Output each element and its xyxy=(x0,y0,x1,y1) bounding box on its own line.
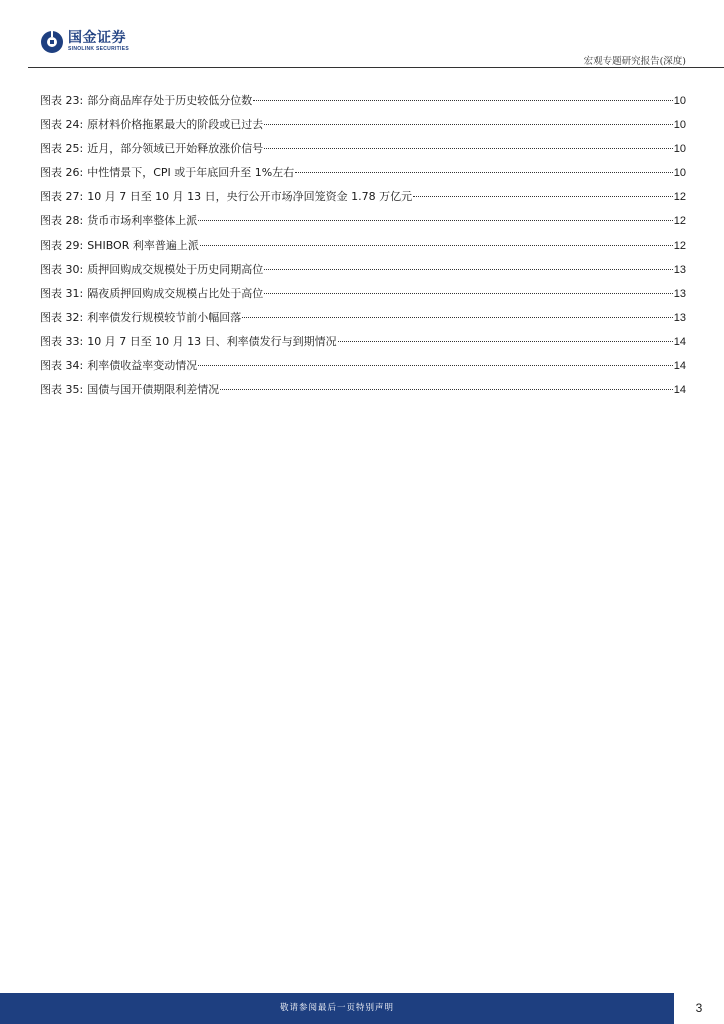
toc-entry-page: 10 xyxy=(673,95,686,107)
toc-entry-title: 10 月 7 日至 10 月 13 日，央行公开市场净回笼资金 1.78 万亿元 xyxy=(87,190,413,204)
toc-entry-page: 12 xyxy=(673,239,686,252)
toc-entry-title: 隔夜质押回购成交规模占比处于高位 xyxy=(87,286,264,300)
toc-dot-leader xyxy=(242,317,673,318)
toc-dot-leader xyxy=(200,245,673,246)
toc-dot-leader xyxy=(264,148,673,149)
toc-dot-leader xyxy=(264,293,673,294)
toc-entry[interactable] xyxy=(40,164,686,188)
page-number: 3 xyxy=(695,1001,703,1015)
toc-entry-label: 图表 29: xyxy=(40,238,84,252)
toc-entry-label: 图表 25: xyxy=(40,142,84,156)
toc-dot-leader xyxy=(264,124,673,125)
toc-entry-title: 中性情景下，CPI 或于年底回升至 1%左右 xyxy=(87,166,295,180)
toc-entry[interactable] xyxy=(40,92,686,116)
toc-entry-label: 图表 24: xyxy=(40,118,84,132)
toc-entry[interactable] xyxy=(40,261,686,285)
toc-entry[interactable] xyxy=(40,333,686,357)
toc-entry-label: 图表 35: xyxy=(40,383,84,397)
toc-entry[interactable] xyxy=(40,309,686,333)
sinolink-logo-icon xyxy=(40,30,64,54)
toc-entry-label: 图表 34: xyxy=(40,359,84,373)
toc-entry[interactable] xyxy=(40,116,686,140)
toc-entry-page: 14 xyxy=(673,384,686,397)
toc-dot-leader xyxy=(198,365,673,366)
toc-dot-leader xyxy=(338,341,673,342)
logo-chinese-name: 国金证券 xyxy=(68,30,126,46)
toc-dot-leader xyxy=(220,389,673,390)
toc-dot-leader xyxy=(198,220,673,221)
toc-entry-title: 近月，部分领域已开始释放涨价信号 xyxy=(87,142,264,156)
figure-index-list xyxy=(40,92,686,405)
toc-entry[interactable] xyxy=(40,357,686,381)
toc-dot-leader xyxy=(295,172,673,173)
toc-entry[interactable] xyxy=(40,285,686,309)
toc-entry[interactable] xyxy=(40,140,686,164)
toc-entry-title: 原材料价格拖累最大的阶段或已过去 xyxy=(87,118,264,132)
toc-entry-page: 14 xyxy=(673,335,686,348)
toc-entry-page: 14 xyxy=(673,360,686,373)
toc-entry-title: 质押回购成交规模处于历史同期高位 xyxy=(87,262,264,276)
toc-entry-page: 12 xyxy=(673,215,686,228)
toc-entry-title: SHIBOR 利率普遍上派 xyxy=(87,238,199,252)
report-type-label: 宏观专题研究报告(深度) xyxy=(583,56,686,67)
header-divider xyxy=(28,67,724,68)
toc-entry[interactable] xyxy=(40,212,686,236)
toc-entry-label: 图表 28: xyxy=(40,214,84,228)
toc-entry-page: 13 xyxy=(673,287,686,300)
toc-entry[interactable] xyxy=(40,188,686,212)
toc-dot-leader xyxy=(264,269,673,270)
toc-entry-label: 图表 33: xyxy=(40,334,84,348)
toc-entry-label: 图表 23: xyxy=(40,94,84,107)
toc-entry-title: 货币市场利率整体上派 xyxy=(87,214,198,228)
toc-dot-leader xyxy=(413,196,673,197)
toc-entry-label: 图表 31: xyxy=(40,286,84,300)
toc-entry-page: 10 xyxy=(673,119,686,132)
toc-entry-label: 图表 27: xyxy=(40,190,84,204)
logo-text xyxy=(68,31,129,53)
toc-entry-page: 12 xyxy=(673,191,686,204)
toc-entry-label: 图表 26: xyxy=(40,166,84,180)
toc-entry-page: 10 xyxy=(673,143,686,156)
toc-entry-label: 图表 32: xyxy=(40,310,84,324)
toc-entry-title: 利率债收益率变动情况 xyxy=(87,359,198,373)
toc-entry-title: 利率债发行规模较节前小幅回落 xyxy=(87,310,242,324)
toc-entry-title: 国债与国开债期限利差情况 xyxy=(87,383,220,397)
toc-entry-page: 13 xyxy=(673,311,686,324)
page-header xyxy=(0,0,724,70)
toc-entry-page: 13 xyxy=(673,263,686,276)
toc-entry-title: 10 月 7 日至 10 月 13 日、利率债发行与到期情况 xyxy=(87,334,337,348)
toc-entry-title: 部分商品库存处于历史较低分位数 xyxy=(87,94,253,107)
toc-entry-page: 10 xyxy=(673,167,686,180)
footer-disclaimer: 敬请参阅最后一页特别声明 xyxy=(279,1003,394,1013)
toc-entry[interactable] xyxy=(40,381,686,405)
company-logo xyxy=(40,30,129,54)
toc-entry[interactable] xyxy=(40,237,686,261)
logo-english-name: SINOLINK SECURITIES xyxy=(68,46,129,52)
toc-entry-label: 图表 30: xyxy=(40,262,84,276)
toc-dot-leader xyxy=(253,100,673,101)
